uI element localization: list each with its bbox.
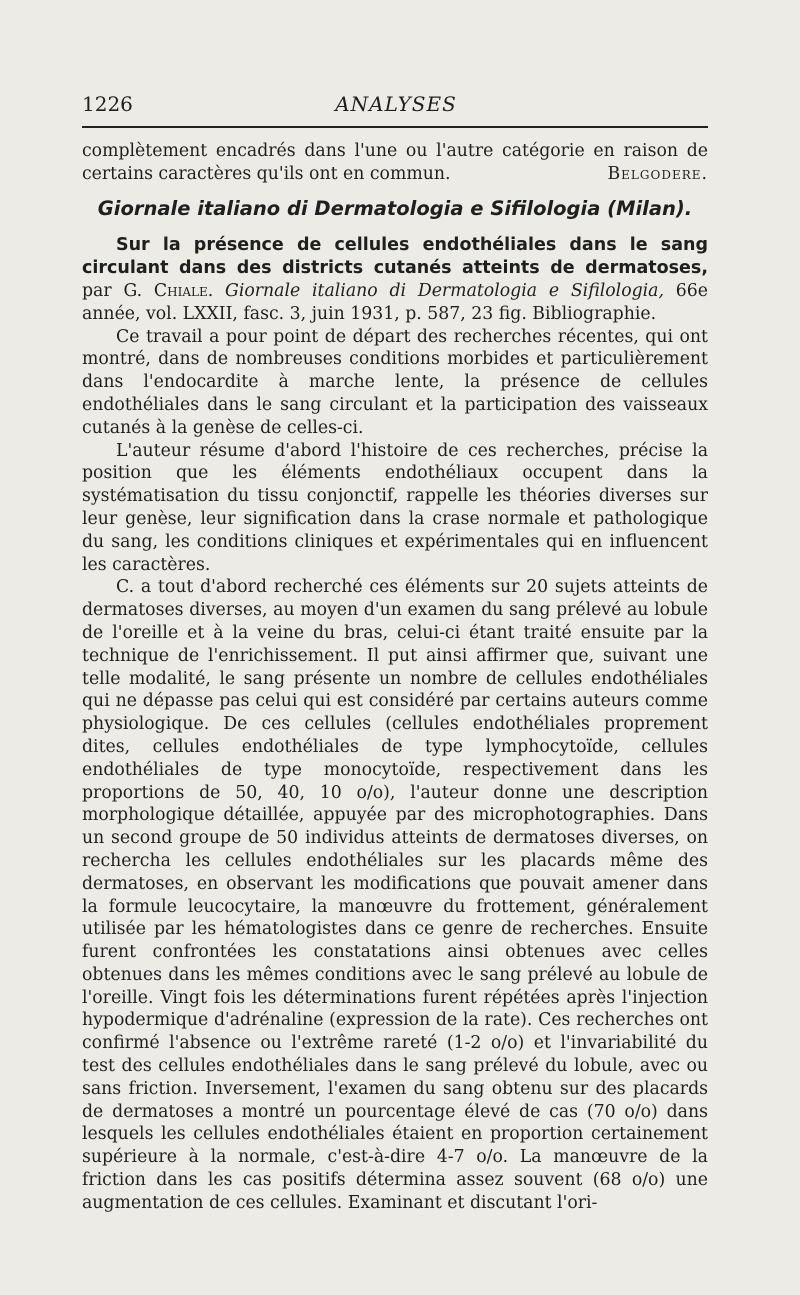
journal-reference: Giornale italiano di Dermatologia e Sifilologia,	[225, 280, 664, 301]
article-author: G. Chiale.	[123, 280, 214, 301]
citation-details: 66e année, vol. LXXII, fasc. 3, juin 1931, p. 587, 23 fig. Bibliographie.	[82, 280, 708, 324]
paragraph: L'auteur résume d'abord l'histoire de ces recherches, précise la position que les éléments endothéliaux occupent dans la systématisation du tissu conjonctif, rappelle les théories diverses sur leur genèse, leur signification dans la crase normale et pathologique du sang, les conditions cliniques et expérimentales qui en influencent les caractères.	[82, 440, 708, 575]
previous-article-text: complètement encadrés dans l'une ou l'autre catégorie en raison de certains caractères qu'ils ont en commun.	[82, 141, 708, 184]
previous-article-ending	[82, 140, 708, 186]
paragraph: C. a tout d'abord recherché ces éléments sur 20 sujets atteints de dermatoses diverses, au moyen d'un examen du sang prélevé au lobule de l'oreille et à la veine du bras, celui-ci étant traité ensuite par la technique de l'enrichissement. Il put ainsi affirmer que, suivant une telle modalité, le sang présente un nombre de cellules endothéliales qui ne dépasse pas celui qui est considéré par certains auteurs comme physiologique. De ces cellules (cellules endothéliales proprement dites, cellules endothéliales de type lymphocytoïde, cellules endothéliales de type monocytoïde, respectivement dans les proportions de 50, 40, 10 o/o), l'auteur donne une description morphologique détaillée, appuyée par des microphotographies. Dans un second groupe de 50 individus atteints de dermatoses diverses, on rechercha les cellules endothéliales sur les placards même des dermatoses, en observant les modifications que pouvait amener dans la formule leucocytaire, la manœuvre du frottement, généralement utilisée par les hématologistes dans ce genre de recherches. Ensuite furent confrontées les constatations ainsi obtenues avec celles obtenues dans les mêmes conditions avec le sang prélevé au lobule de l'oreille. Vingt fois les déterminations furent répétées après l'injection hypodermique d'adrénaline (expression de la rate). Ces recherches ont confirmé l'absence ou l'extrême rareté (1-2 o/o) et l'invariabilité du test des cellules endothéliales dans le sang prélevé du lobule, avec ou sans friction. Inversement, l'examen du sang obtenu sur des placards de dermatoses a montré un pourcentage élevé de cas (70 o/o) dans lesquels les cellules endothéliales étaient en proportion certainement supérieure à la normale, c'est-à-dire 4-7 o/o. La manœuvre de la friction dans les cas positifs détermina assez souvent (68 o/o) une augmentation de ces cellules. Examinant et discutant l'ori-	[82, 577, 708, 1213]
running-title: ANALYSES	[335, 92, 457, 116]
page-number: 1226	[82, 92, 133, 116]
reviewer-signature: Belgodere.	[607, 163, 708, 184]
page-header	[82, 92, 710, 122]
article-title: Sur la présence de cellules endothéliales dans le sang circulant dans des districts cutanés atteints de dermatoses,	[82, 235, 708, 279]
paragraph: Ce travail a pour point de départ des recherches récentes, qui ont montré, dans de nombreuses conditions morbides et particulièrement dans l'endocardite à marche lente, la présence de cellules endothéliales dans le sang circulant et la participation des vaisseaux cutanés à la genèse de celles-ci.	[82, 326, 708, 438]
author-by: par	[82, 280, 112, 301]
page-body	[82, 140, 708, 1215]
journal-heading: Giornale italiano di Dermatologia e Sifilologia (Milan).	[97, 196, 693, 220]
article-header	[82, 234, 708, 325]
header-rule	[82, 126, 708, 128]
